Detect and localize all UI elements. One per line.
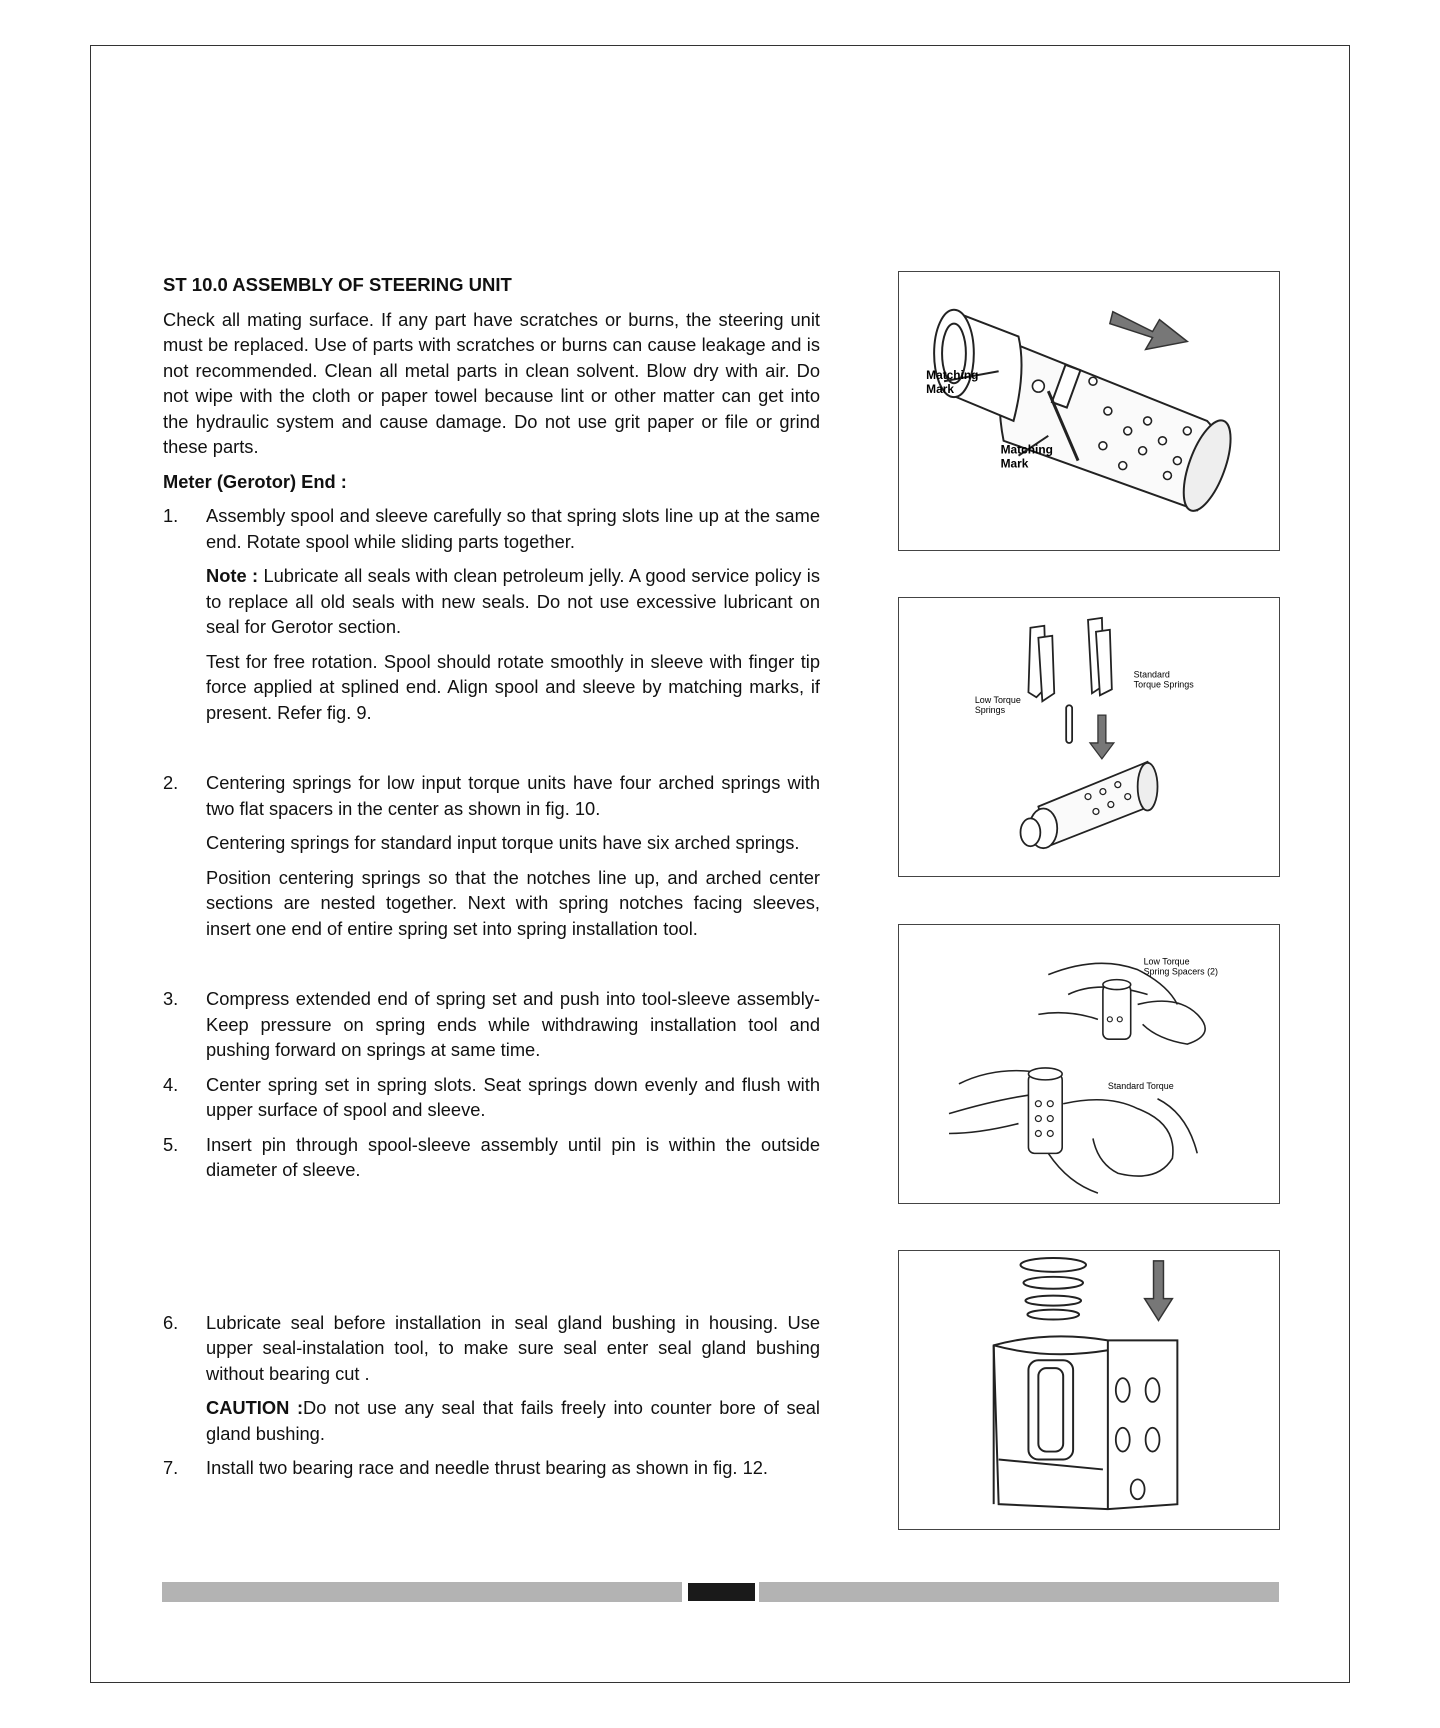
label-standard-torque: Standard Torque	[1107, 1080, 1174, 1091]
step-7	[163, 1455, 820, 1481]
step-6	[163, 1310, 820, 1447]
label-low-torque-springs-b: Springs	[974, 705, 1006, 716]
step-text: Centering springs for low input torque units have four arched springs with two flat spacers in the center as shown in fig. 10.	[206, 772, 820, 819]
step-number: 3.	[163, 988, 179, 1009]
step-number: 1.	[163, 505, 179, 526]
step-text: Lubricate seal before installation in seal gland bushing in housing. Use upper seal-instalation tool, to make sure seal enter seal gland bushing without bearing cut .	[206, 1311, 820, 1384]
step-number: 5.	[163, 1133, 179, 1155]
footer-bar-left	[162, 1582, 682, 1602]
step-note	[206, 563, 820, 640]
step-number: 2.	[163, 772, 179, 793]
note-label: Note :	[206, 565, 259, 586]
step-text: Compress extended end of spring set and push into tool-sleeve assembly-Keep pressure on spring ends while withdrawing installation tool and pushing forward on springs at same time.	[206, 988, 820, 1060]
label-matching-mark-2b: Mark	[1000, 456, 1029, 471]
caution-text: Do not use any seal that fails freely into counter bore of seal gland bushing.	[206, 1397, 820, 1444]
centering-springs-illustration	[899, 598, 1279, 876]
label-low-torque-springs: Low Torque	[974, 695, 1021, 706]
step-text: Assembly spool and sleeve carefully so that spring slots line up at the same end. Rotate spool while sliding parts together.	[206, 505, 820, 552]
step-number: 4.	[163, 1073, 179, 1095]
label-standard-torque-springs-b: Torque Springs	[1133, 679, 1194, 690]
step-text: Insert pin through spool-sleeve assembly until pin is within the outside diameter of sleeve.	[206, 1133, 820, 1180]
spring-installation-illustration	[899, 925, 1279, 1203]
figure-spool-sleeve	[898, 271, 1280, 551]
text-column	[163, 272, 820, 1490]
label-standard-torque-springs: Standard	[1133, 669, 1170, 680]
spool-sleeve-illustration	[899, 272, 1279, 550]
step-extra: Centering springs for standard input torque units have six arched springs.	[206, 832, 800, 853]
step-5	[163, 1132, 820, 1183]
step-extra: Position centering springs so that the notches line up, and arched center sections are nested together. Next with spring notches facing sleeves, insert one end of entire spring set into spring installation tool.	[206, 866, 820, 939]
label-matching-mark-1b: Mark	[926, 382, 954, 397]
footer-page-badge	[688, 1583, 755, 1601]
label-matching-mark-2: Matching	[1000, 442, 1053, 457]
note-text: Lubricate all seals with clean petroleum jelly. A good service policy is to replace all old seals with new seals. Do not use excessive lubricant on seal for Gerotor section.	[206, 565, 820, 637]
seal-housing-illustration	[899, 1251, 1279, 1529]
section-title: ST 10.0 ASSEMBLY OF STEERING UNIT	[163, 274, 512, 295]
subheading-meter-end: Meter (Gerotor) End :	[163, 470, 347, 492]
figure-spring-installation	[898, 924, 1280, 1204]
step-3	[163, 986, 820, 1063]
intro-paragraph: Check all mating surface. If any part have scratches or burns, the steering unit must be replaced. Use of parts with scratches or burns can cause leakage and is not recommended. Clean all metal parts in clean solvent. Blow dry with air. Do not wipe with the cloth or paper towel because lint or other matter can get into the hydraulic system and cause damage. Do not use grit paper or file or grind these parts.	[163, 308, 820, 457]
caution-label: CAUTION :	[206, 1397, 304, 1418]
label-matching-mark-1: Matching	[926, 368, 979, 383]
figure-centering-springs	[898, 597, 1280, 877]
label-low-torque-spacers-b: Spring Spacers (2)	[1143, 966, 1218, 977]
step-4	[163, 1072, 820, 1123]
step-text: Center spring set in spring slots. Seat springs down evenly and flush with upper surface of spool and sleeve.	[206, 1073, 820, 1120]
step-caution	[206, 1395, 820, 1446]
step-2	[163, 770, 820, 941]
footer-bar-right	[759, 1582, 1279, 1602]
label-low-torque-spacers: Low Torque	[1143, 956, 1190, 967]
step-text: Install two bearing race and needle thrust bearing as shown in fig. 12.	[206, 1457, 768, 1478]
step-1	[163, 503, 820, 725]
figure-seal-housing	[898, 1250, 1280, 1530]
step-number: 7.	[163, 1457, 179, 1478]
step-number: 6.	[163, 1311, 179, 1333]
step-extra: Test for free rotation. Spool should rotate smoothly in sleeve with finger tip force applied at splined end. Align spool and sleeve by matching marks, if present. Refer fig. 9.	[206, 650, 820, 723]
